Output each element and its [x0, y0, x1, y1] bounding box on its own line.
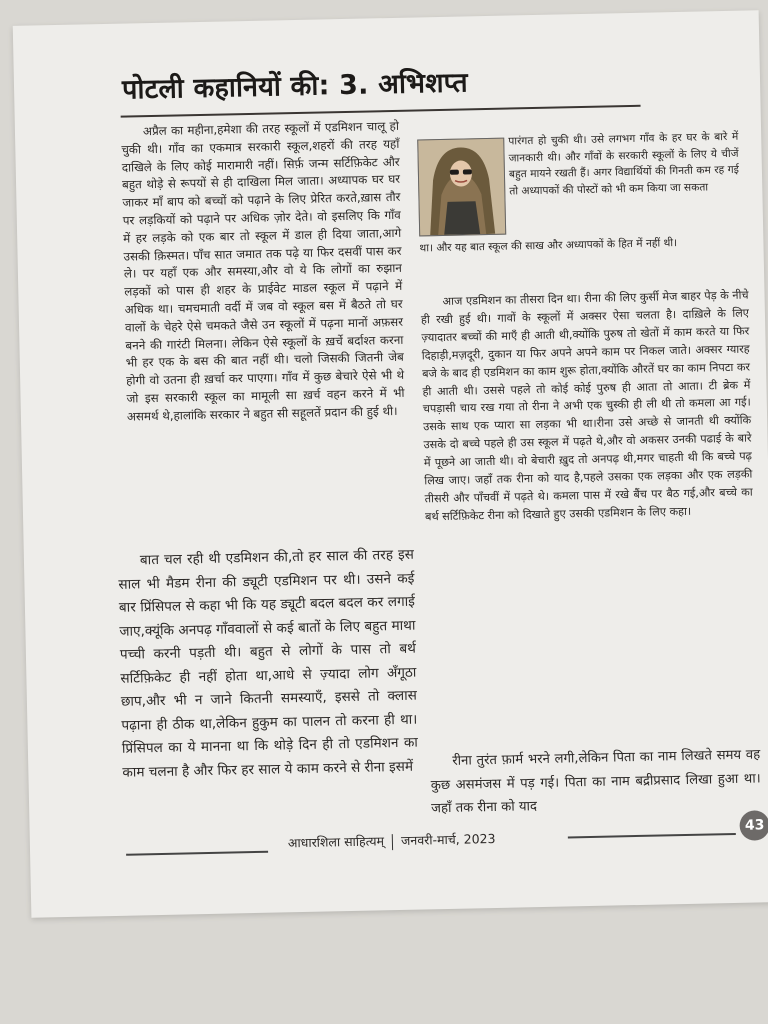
right-column-photo-continuation: [419, 234, 743, 257]
footer-issue-date: जनवरी-मार्च, 2023: [400, 830, 496, 848]
footer-divider: [392, 834, 393, 850]
paragraph-1: अप्रैल का महीना,हमेशा की तरह स्कूलों में एडमिशन चालू हो चुकी थी। गाँव का एकमात्र सरकारी स्कूल,शहरों की तरह यहाँ दाखिले के लिए कोई मारामारी नहीं। सिर्फ़ जन्म सर्टिफ़िकेट और बहुत थोड़े से रूपयों से ही दाखिला मिल जाता। अध्यापक घर घर जाकर माँ बाप को बच्चों को पढ़ाने के लिए प्रेरित करते,ख़ास तौर पर लड़कियों को पढ़ाने पर अधिक ज़ोर देते। वो इसलिए कि गाँव में हर लड़के को एक बार तो स्कूल में डाल ही दिया जाता,आगे उसकी क़िस्मत। पाँच सात जमात तक पढ़े या फिर दसवीं पास कर ले। पर यहाँ एक और समस्या,और वो ये कि लोगों का रुझान लड़कों को पास ही शहर के प्राईवेट माडल स्कूल में पढ़ाने में अधिक था। चमचमाती वर्दी में जब वो स्कूल बस में बैठते तो घर वालों के चेहरे ऐसे चमकते जैसे उन स्कूलों में पढ़ना मानों अफ़सर बनने की गारंटी मिलना। लेकिन ऐसे स्कूलों के ख़र्चे बर्दाश्त करना भी हर एक के बस की बात नहीं थी। चलो जिसकी जितनी जेब होगी वो उतना ही ख़र्चा कर पाएगा। गाँव में कुछ बेचारे ऐसे भी थे जो इस सरकारी स्कूल का मामूली सा ख़र्च वहन करने में भी असमर्थ थे,हालांकि सरकार ने बहुत सी सहूलतें प्रदान की हुई थी।: [121, 118, 405, 424]
footer-magazine-name: आधारशिला साहित्यम्: [287, 833, 385, 851]
paragraph-4: रीना तुरंत फ़ार्म भरने लगी,लेकिन पिता का नाम लिखते समय वह कुछ असमंजस में पड़ गई। पिता का नाम बद्रीप्रसाद लिखा हुआ था। जहाँ तक रीना को याद: [430, 747, 761, 817]
magazine-page: [13, 10, 768, 917]
right-column-bottom: [430, 743, 761, 820]
right-column-middle: [420, 287, 753, 527]
article-title: पोटली कहानियों की: 3. अभिशप्त: [121, 67, 469, 106]
left-column-bottom: [118, 544, 419, 785]
page-footer: [288, 830, 496, 852]
author-portrait-image: [418, 139, 505, 236]
left-column-top: [121, 118, 405, 426]
photo-side-text: पारंगत हो चुकी थी। उसे लगभग गाँव के हर घर के बारे में जानकारी थी। और गाँवों के सरकारी स्कूलों के लिए ये चीजें बहुत मायने रखती हैं। अगर विद्यार्थियों की गिनती कम रह गई तो अध्यापकों की पोस्टों को भी कम किया जा सकता: [508, 130, 740, 198]
title-underline: [121, 105, 641, 118]
paragraph-3: आज एडमिशन का तीसरा दिन था। रीना की लिए कुर्सी मेज बाहर पेड़ के नीचे ही रखी हुई थी। गावों के स्कूलों में अक्सर ऐसा चलता है। दाख़िले के लिए ज़्यादातर बच्चों की माएँ ही आती थी,क्योंकि पुरुष तो खेतों में काम करते या फिर दिहाड़ी,मज़दूरी, दुकान या फिर अपने अपने काम पर निकल जाते। अक्सर ग्यारह बजे के बाद ही एडमिशन का काम शुरू होता,क्योंकि औरतें घर का काम निपटा कर ही आती थी। उससे पहले तो कोई कोई पुरुष ही आता तो आता। टी ब्रेक में चपड़ासी चाय रख गया तो रीना ने अभी एक चुस्की ही ली थी तो कमला आ गई। उसके साथ एक प्यारा सा लड़का भी था।रीना उसे अच्छे से जानती थी क्योंकि उसके दो बच्चे पहले ही उस स्कूल में पढ़ते थे,और वो अकसर उनकी पढाई के बारे में पूछने आ जाती थी। वो बेचारी ख़ुद तो अनपढ़ थी,मगर चाहती थी कि बच्चे पढ़ लिख जाए। जहाँ तक रीना को याद है,पहले उसका एक लड़का और एक लड़की तीसरी और पाँचवीं में पढ़ते थे। कमला पास में रखे बैंच पर बैठ गई,और बच्चे का बर्थ सर्टिफ़िकेट रीना को दिखाते हुए उसकी एडमिशन के लिए कहा।: [420, 288, 753, 524]
author-portrait: [417, 138, 506, 237]
page-number-badge: 43: [739, 810, 768, 841]
right-column-beside-photo: [508, 129, 739, 200]
footer-rule-left: [126, 851, 268, 856]
paragraph-2: बात चल रही थी एडमिशन की,तो हर साल की तरह इस साल भी मैडम रीना की ड्यूटी एडमिशन पर थी। उसने कई बार प्रिंसिपल से कहा भी कि यह ड्यूटी बदल बदल कर लगाई जाए,क्यूंकि अनपढ़ गाँववालों से कई बातों के लिए बहुत माथा पच्ची करनी पड़ती थी। बहुत से लोगों के पास तो बर्थ सर्टिफ़िकेट ही नहीं होता था,आधे से ज़्यादा लोग अँगूठा छाप,और भी न जाने कितनी समस्याएँ, इससे तो क्लास पढ़ाना ही ठीक था,लेकिन हुकुम का पालन तो करना ही था। प्रिंसिपल का ये मानना था कि थोड़े दिन ही तो एडमिशन का काम चलना है और फिर हर साल ये काम करने से रीना इसमें: [118, 546, 419, 781]
footer-rule-right: [568, 833, 736, 839]
photo-continuation-text: था। और यह बात स्कूल की साख और अध्यापकों के हित में नहीं थी।: [419, 237, 678, 255]
